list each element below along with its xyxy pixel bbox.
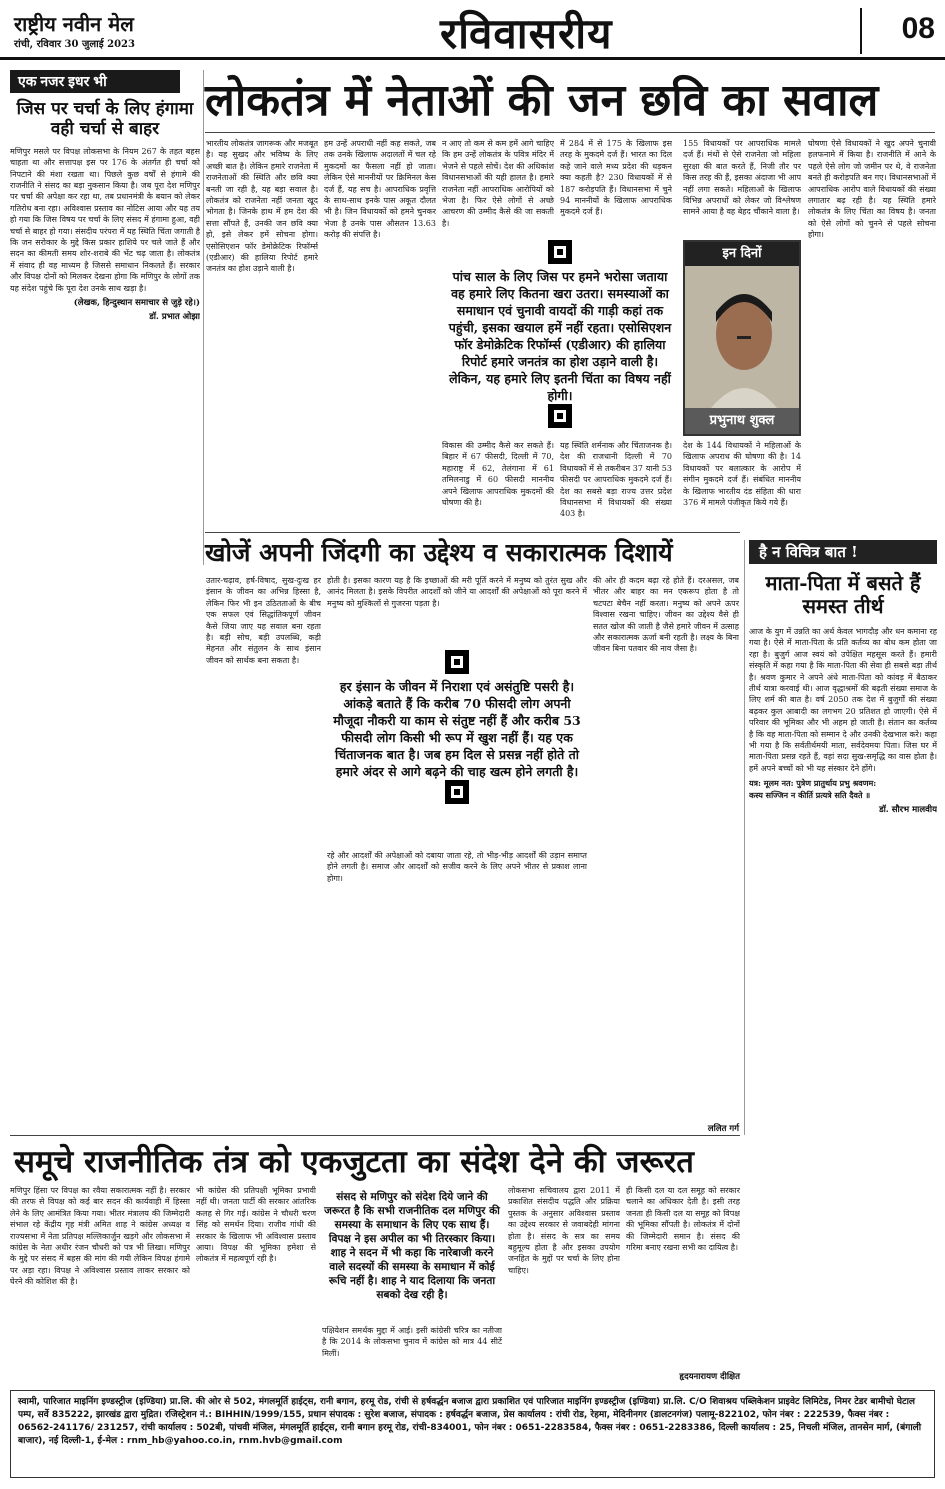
quote-mark-icon xyxy=(548,404,572,428)
pullquote-text: हर इंसान के जीवन में निराशा एवं असंतुष्टि पसरी है। आंकड़े बताते हैं कि करीब 70 फीसदी लोग अपनी मौजूदा नौकरी या काम से संतुष्ट नहीं हैं और करीब 53 फीसदी लोग किसी भी रूप में खुश नहीं हैं। यह एक चिंताजनक बात है। जब हम दिल से प्रसन्न नहीं होते तो हमारे अंदर से आगे बढ़ने की चाह खत्म होने लगती है। xyxy=(333,679,581,779)
quote-mark-icon xyxy=(548,240,572,264)
right-kicker: है न विचित्र बात ! xyxy=(749,540,937,564)
article-1-col-3b: विकास की उम्मीद कैसे कर सकते हैं। बिहार में 67 फीसदी, दिल्ली में 70, महाराष्ट्र में 62, तेलंगाना में 61 तमिलनाडु में 60 फीसदी माननीय अपने खिलाफ आपराधिक मुकदमों की घोषणा की है। xyxy=(442,441,554,508)
article-1-col-1: भारतीय लोकतंत्र जागरूक और मजबूत है। यह सुखद और भविष्य के लिए अच्छी बात है। लेकिन हमारे राजनेता में राजनेताओं की स्थिति और छवि क्या बनती जा रही है, यह बड़ा सवाल है। लोकतंत्र को राजनेता नहीं जनता खूद भोगता है। जिनके हाथ में हम देश की सत्ता सौंपते हैं, उनकी जन छवि क्या हो, इसे लेकर हमें सोचना होगा। एसोसिएशन फॉर डेमोक्रेटिक रिफॉर्म्स (एडीआर) की हालिया रिपोर्ट हमारे जनतंत्र का होश उड़ाने वाली है। xyxy=(206,139,318,274)
header-divider xyxy=(860,8,862,54)
article-3-col-1: मणिपुर हिंसा पर विपक्ष का रवैया सकारात्मक नहीं है। सरकार की तरफ से विपक्ष को कई बार सदन की कार्यवाही में हिस्सा लेने के लिए आमंत्रित किया गया। भीतर मंत्रालय की जिम्मेदारी संभाल रहे केंद्रीय गृह मंत्री अमित शाह ने कांग्रेस अध्यक्ष व राज्यसभा में नेता प्रतिपक्ष मल्लिकार्जुन खड़गे और लोकसभा में कांग्रेस के नेता अधीर रंजन चौधरी को पत्र भी लिखा। मणिपुर के मुद्दे पर संसद में बहस की मांग की गयी लेकिन विपक्ष हंगामे पर अड़ा रहा। विपक्ष ने अविश्वास प्रस्ताव लाकर सरकार को घेरने की कोशिश की है। xyxy=(10,1186,190,1287)
photo-tag: इन दिनों xyxy=(685,242,799,266)
left-column-story xyxy=(10,70,200,565)
article-3-col-2: भी कांग्रेस की प्रतिपक्षी भूमिका प्रभावी नहीं थी। जनता पार्टी की सरकार आंतरिक कलह से गिर गई। कांग्रेस ने चौधरी चरण सिंह को समर्थन दिया। राजीव गांधी की सरकार के खिलाफ भी अविश्वास प्रस्ताव आया। विपक्ष की भूमिका हमेशा से लोकतंत्र में महत्वपूर्ण रही है। xyxy=(196,1186,316,1264)
imprint-box: स्वामी, पारिजात माइनिंग इण्डस्ट्रीज (इण्डिया) प्रा.लि. की ओर से 502, मंगलमूर्ति हाईट्स, रानी बगान, हरमू रोड, रांची से हर्षवर्द्धन बजाज द्वारा प्रकाशित एवं पारिजात माइनिंग इण्डस्ट्रीज (इण्डिया) प्रा.लि. C/O शिवाश्रय पब्लिकेशन प्राइवेट लिमिटेड, निमर टेडर बामीचो घेटाल पम्प, सर्वे 835222, झारखंड द्वारा मुद्रित। रजिस्ट्रेशन नं.: BIHHIN/1999/155, प्रधान संपादक : सुरेश बजाज, संपादक : हर्षवर्द्धन बजाज, प्रेस कार्यालय : रांची रोड, रेहमा, मेदिनीनगर (डालटनगंज) पलामू-822102, फोन नंबर : 222539, फैक्स नंबर : 06562-241176/ 231257, रांची कार्यालय : 502बी, पांचवी मंजिल, मंगलमूर्ति हाईट्स, रानी बगान हरमू रोड, रांची-834001, फोन नंबर : 0651-2283584, फैक्स नंबर : 0651-2283386, दिल्ली कार्यालय : 25, निचली मंजिल, तानसेन मार्ग, (बंगाली बाजार), नई दिल्ली-1, ई-मेल : rnm_hb@yahoo.co.in, rnm.hvb@gmail.com xyxy=(10,1390,935,1478)
article-3-author: हृदयनारायण दीक्षित xyxy=(679,1372,740,1382)
left-body: मणिपुर मसले पर विपक्ष लोकसभा के नियम 267 के तहत बहस चाहता था और सत्तापक्ष इस पर 176 के अंतर्गत ही चर्चा को निपटाने की मंशा रखता था। पिछले कुछ वर्षों से हंगामे की राजनीति ने संसद का बड़ा नुकसान किया है। जब पूरा देश मणिपुर पर चर्चा की अपेक्षा कर रहा था, तब प्रधानमंत्री के बयान को लेकर गतिरोध बना रहा। अविश्वास प्रस्ताव का नोटिस आया और यह तय हो गया कि जिस विषय पर चर्चा के लिए संसद में हंगामा हुआ, वही चर्चा से बाहर हो गया। संसदीय परंपरा में यह स्थिति चिंता जगाती है कि जन सरोकार के मुद्दे किस प्रकार हाशिये पर चले जाते हैं और सदन का कीमती समय शोर-शराबे की भेंट चढ़ जाता है। लोकतंत्र में संवाद ही वह माध्यम है जिससे समाधान निकलते हैं। सरकार और विपक्ष दोनों को मिलकर देखना होगा कि मणिपुर के लोगों तक यह संदेश पहुंचे कि पूरा देश उनके साथ खड़ा है। xyxy=(10,146,200,293)
section-title: रविवासरीय xyxy=(440,9,613,58)
headline-life-purpose: खोजें अपनी जिंदगी का उद्देश्य व सकारात्मक दिशायें xyxy=(205,538,673,567)
section-rule xyxy=(205,532,740,533)
headline-democracy: लोकतंत्र में नेताओं की जन छवि का सवाल xyxy=(205,75,879,126)
left-source: (लेखक, हिन्दुस्थान समाचार से जुड़े रहे।) xyxy=(73,298,200,309)
portrait-illustration xyxy=(685,242,801,436)
article-1-col-3: न आए तो कम से कम हमें आगे चाहिए कि हम उन्हें लोकतंत्र के पवित्र मंदिर में भेजने से पहले सोचें। देश की अधिकांश विधानसभाओं की यही हालत है। हमारे राजनेता नहीं आपराधिक आरोपियों को भेजा है। फिर ऐसे लोगों से अच्छे आचरण की उम्मीद कैसे की जा सकती है। xyxy=(442,139,554,228)
right-author: डॉ. सौरभ मालवीय xyxy=(879,805,937,816)
column-divider xyxy=(203,70,204,565)
left-headline: जिस पर चर्चा के लिए हंगामा वही चर्चा से बाहर xyxy=(16,99,194,140)
article-3-pullquote xyxy=(322,1190,502,1320)
article-1-col-2: हम उन्हें अपराधी नहीं कह सकते, जब तक उनके खिलाफ अदालतों में चल रहे मुकदमों का फैसला नहीं हो जाता। लेकिन ऐसे माननीयों पर क्रिमिनल केस दर्ज हैं, यह सच है। आपराधिक प्रवृत्ति के साथ-साथ इनके पास अकूत दौलत भी है। जिन विधायकों को हमने चुनकर भेजा है उनके पास औसतन 13.63 करोड़ की संपत्ति है। xyxy=(324,139,436,240)
section-rule xyxy=(10,1135,740,1136)
article-2-pullquote xyxy=(327,650,587,840)
article-3-col-3: लोकसभा सचिवालय द्वारा 2011 में प्रकाशित संसदीय पद्धति और प्रक्रिया पुस्तक के अनुसार अविश्वास प्रस्ताव का उद्देश्य सरकार से जवाबदेही मांगना होता है। संसद के सत्र का समय बहुमूल्य होता है और इसका उपयोग जनहित के मुद्दों पर चर्चा के लिए होना चाहिए। xyxy=(508,1186,620,1275)
left-author: डॉ. प्रभात ओझा xyxy=(149,312,200,323)
right-sidebar-story xyxy=(749,540,937,1135)
pullquote-text: पांच साल के लिए जिस पर हमने भरोसा जताया वह हमारे लिए कितना खरा उतरा। समस्याओं का समाधान एवं चुनावी वायदों की गाड़ी कहां तक पहुंची, इसका खयाल हमें नहीं रहता। एसोसिएशन फॉर डेमोक्रेटिक रिफॉर्म्स (एडीआर) की हालिया रिपोर्ट हमारे जनतंत्र का होश उड़ाने वाली है। लेकिन, यह हमारे लिए इतनी चिंता का विषय नहीं होगी। xyxy=(448,269,672,403)
article-1-col-5: 155 विधायकों पर आपराधिक मामले दर्ज हैं। मंथों से ऐसे राजनेता जो महिला सुरक्षा की बात करते हैं, निजी तौर पर किस तरह की हैं, इसका अंदाजा भी आप नहीं लगा सकते। महिलाओं के खिलाफ विभिन्न अपराधों को लेकर जो विश्लेषण सामने आया है वह बेहद चौंकाने वाला है। xyxy=(683,139,801,217)
article-1-col-5b: देश के 144 विधायकों ने महिलाओं के खिलाफ अपराध की घोषणा की है। 14 विधायकों पर बलात्कार के आरोप में संगीन मुकदमे दर्ज हैं। संबंधित माननीय के खिलाफ भारतीय दंड संहिता की धारा 376 में मामले पंजीकृत किये गये हैं। xyxy=(683,441,801,508)
page-number: 08 xyxy=(901,12,935,45)
right-quote: यत्र: मूलम नत: पुत्रेण प्रातुर्थाय प्रभु श्रवणम: कस्य सज्जिन न कीर्ति प्रत्यत्रे सति दैवते ॥ xyxy=(749,778,877,800)
left-kicker: एक नजर इधर भी xyxy=(10,70,180,93)
article-1-col-4b: यह स्थिति शर्मनाक और चिंताजनक है। देश की राजधानी दिल्ली में 70 विधायकों में से तकरीबन 37 यानी 53 फीसदी पर आपराधिक मुकदमे दर्ज हैं। देश का सबसे बड़ा राज्य उत्तर प्रदेश विधानसभा में विधायकों की संख्या 403 है। xyxy=(560,441,672,519)
article-2-author: ललित गर्ग xyxy=(707,1124,739,1134)
article-3-col-4: ही किसी दल या दल समूह को सरकार चलाने का अधिकार देती है। इसी तरह जनता ही किसी दल या समूह को विपक्ष की भूमिका सौंपती है। लोकतंत्र में दोनों की जिम्मेदारी समान है। संसद की गरिमा बनाए रखना सभी का दायित्व है। xyxy=(626,1186,740,1253)
article-1-pullquote xyxy=(445,240,675,420)
headline-political-unity: समूचे राजनीतिक तंत्र को एकजुटता का संदेश देने की जरूरत xyxy=(14,1144,694,1180)
article-1-col-4: में 284 में से 175 के खिलाफ इस तरह के मुकदमे दर्ज हैं। भारत का दिल कहे जाने वाले मध्य प्रदेश की धड़कन क्या कहती है? 230 विधायकों में से 187 करोड़पति हैं। विधानसभा में चुने 94 माननीयों के खिलाफ आपराधिक मुकदमे दर्ज हैं। xyxy=(560,139,672,217)
dateline: रांची, रविवार 30 जुलाई 2023 xyxy=(14,39,135,50)
right-headline: माता-पिता में बसते हैं समस्त तीर्थ xyxy=(765,571,921,618)
quote-mark-icon xyxy=(445,780,469,804)
quote-mark-icon xyxy=(445,650,469,674)
headline-rule xyxy=(205,132,935,133)
pullquote-text: संसद से मणिपुर को संदेश दिये जाने की जरूरत है कि सभी राजनीतिक दल मणिपुर की समस्या के समाधान के लिए एक साथ हैं। विपक्ष ने इस अपील का भी तिरस्कार किया। शाह ने सदन में भी कहा कि नारेबाजी करने वाले सदस्यों की समस्या के समाधान में कोई रूचि नहीं है। शाह ने याद दिलाया कि जनता सबको देख रही है। xyxy=(324,1191,500,1301)
masthead xyxy=(0,0,945,60)
article-2-col-2: होती है। इसका कारण यह है कि इच्छाओं की मरी पूर्ति करने में मनुष्य को तुरंत सुख और आनंद मिलता है। इसके विपरीत आदर्शों को जीने या आदर्शों की अपेक्षाओं को पूरा करने में मनुष्य को मुश्किलों से गुजरना पड़ता है। xyxy=(327,576,587,608)
column-divider xyxy=(744,540,745,1135)
photo-caption: प्रभुनाथ शुक्ल xyxy=(685,408,799,434)
article-3-col-2b: पक्षियेशन समर्थक मुद्दा में आई। इसी कांग्रेसी चरित्र का नतीजा है कि 2014 के लोकसभा चुनाव में कांग्रेस को मात्र 44 सीटें मिलीं। xyxy=(322,1326,502,1358)
paper-name: राष्ट्रीय नवीन मेल xyxy=(14,12,134,36)
article-2-col-3: की ओर ही कदम बढ़ा रहे होते हैं। दरअसल, जब भीतर और बाहर का मन एकरूप होता है तो चटपटा बेचैन नहीं करता। मनुष्य को अपने ऊपर विश्वास रखना चाहिए। जीवन का उद्देश्य वैसे ही सतत खोज की जाती है जैसे हमारे जीवन में उत्साह और सकारात्मक ऊर्जा बनी रहती है। लक्ष्य के बिना जीवन बिना पतवार की नाव जैसा है। xyxy=(593,576,739,654)
right-body: आज के युग में उन्नति का अर्थ केवल भागदौड़ और धन कमाना रह गया है। ऐसे में माता-पिता के प्रति कर्तव्य का बोध कम होता जा रहा है। बुजुर्ग आज स्वयं को उपेक्षित महसूस करते हैं। हमारी संस्कृति में कहा गया है कि माता-पिता की सेवा ही सबसे बड़ा तीर्थ है। श्रवण कुमार ने अपने अंधे माता-पिता को कांवड़ में बैठाकर तीर्थ यात्रा करवाई थी। आज वृद्धाश्रमों की बढ़ती संख्या समाज के लिए शर्म की बात है। वर्ष 2050 तक देश में बुजुर्गों की संख्या बढ़कर कुल आबादी का लगभग 20 प्रतिशत हो जाएगी। ऐसे में परिवार की भूमिका और भी अहम हो जाती है। संतान का कर्तव्य है कि वह माता-पिता को सम्मान दे और उनकी देखभाल करे। कहा भी गया है कि सर्वतीर्थमयी माता, सर्वदेवमयः पिता। जिस घर में माता-पिता प्रसन्न रहते हैं, वहां सदा सुख-समृद्धि का वास होता है। हमें अपने बच्चों को भी यह संस्कार देने होंगे। xyxy=(749,627,937,773)
columnist-photo xyxy=(683,240,801,436)
article-2-col-2b: रहे और आदर्शों की अपेक्षाओं को दबाया जाता रहे, तो भीड़-भीड़ आदर्शों की उड़ान समाप्त होने लगती है। समाज और आदर्शों को सजीव करने के लिए अपने भीतर से प्रकाश लाना होगा। xyxy=(327,851,587,883)
article-2-col-1: उतार-चढ़ाव, हर्ष-विषाद, सुख-दुःख हर इंसान के जीवन का अभिन्न हिस्सा है, लेकिन फिर भी इन उठितताओं के बीच एक सफल एवं सिद्धांतिकपूर्ण जीवन कैसे जिया जाए यह सवाल बना रहता है। बड़ी सोच, बड़ी उपलब्धि, कड़ी मेहनत और संतुलन के साथ इंसान जीवन को सार्थक बना सकता है। xyxy=(206,576,321,665)
article-1-col-6: घोषणा ऐसे विधायकों ने खुद अपने चुनावी हलफनामे में किया है। राजनीति में आने के पहले ऐसे लोग जो जमीन पर थे, वे राजनेता बनते ही करोड़पति बन गए। विधानसभाओं में आपराधिक आरोप वाले विधायकों की संख्या लगातार बढ़ रही है। यह स्थिति हमारे लोकतंत्र के लिए चिंता का विषय है। जनता को ऐसे लोगों को चुनने से पहले सोचना होगा। xyxy=(808,139,936,240)
